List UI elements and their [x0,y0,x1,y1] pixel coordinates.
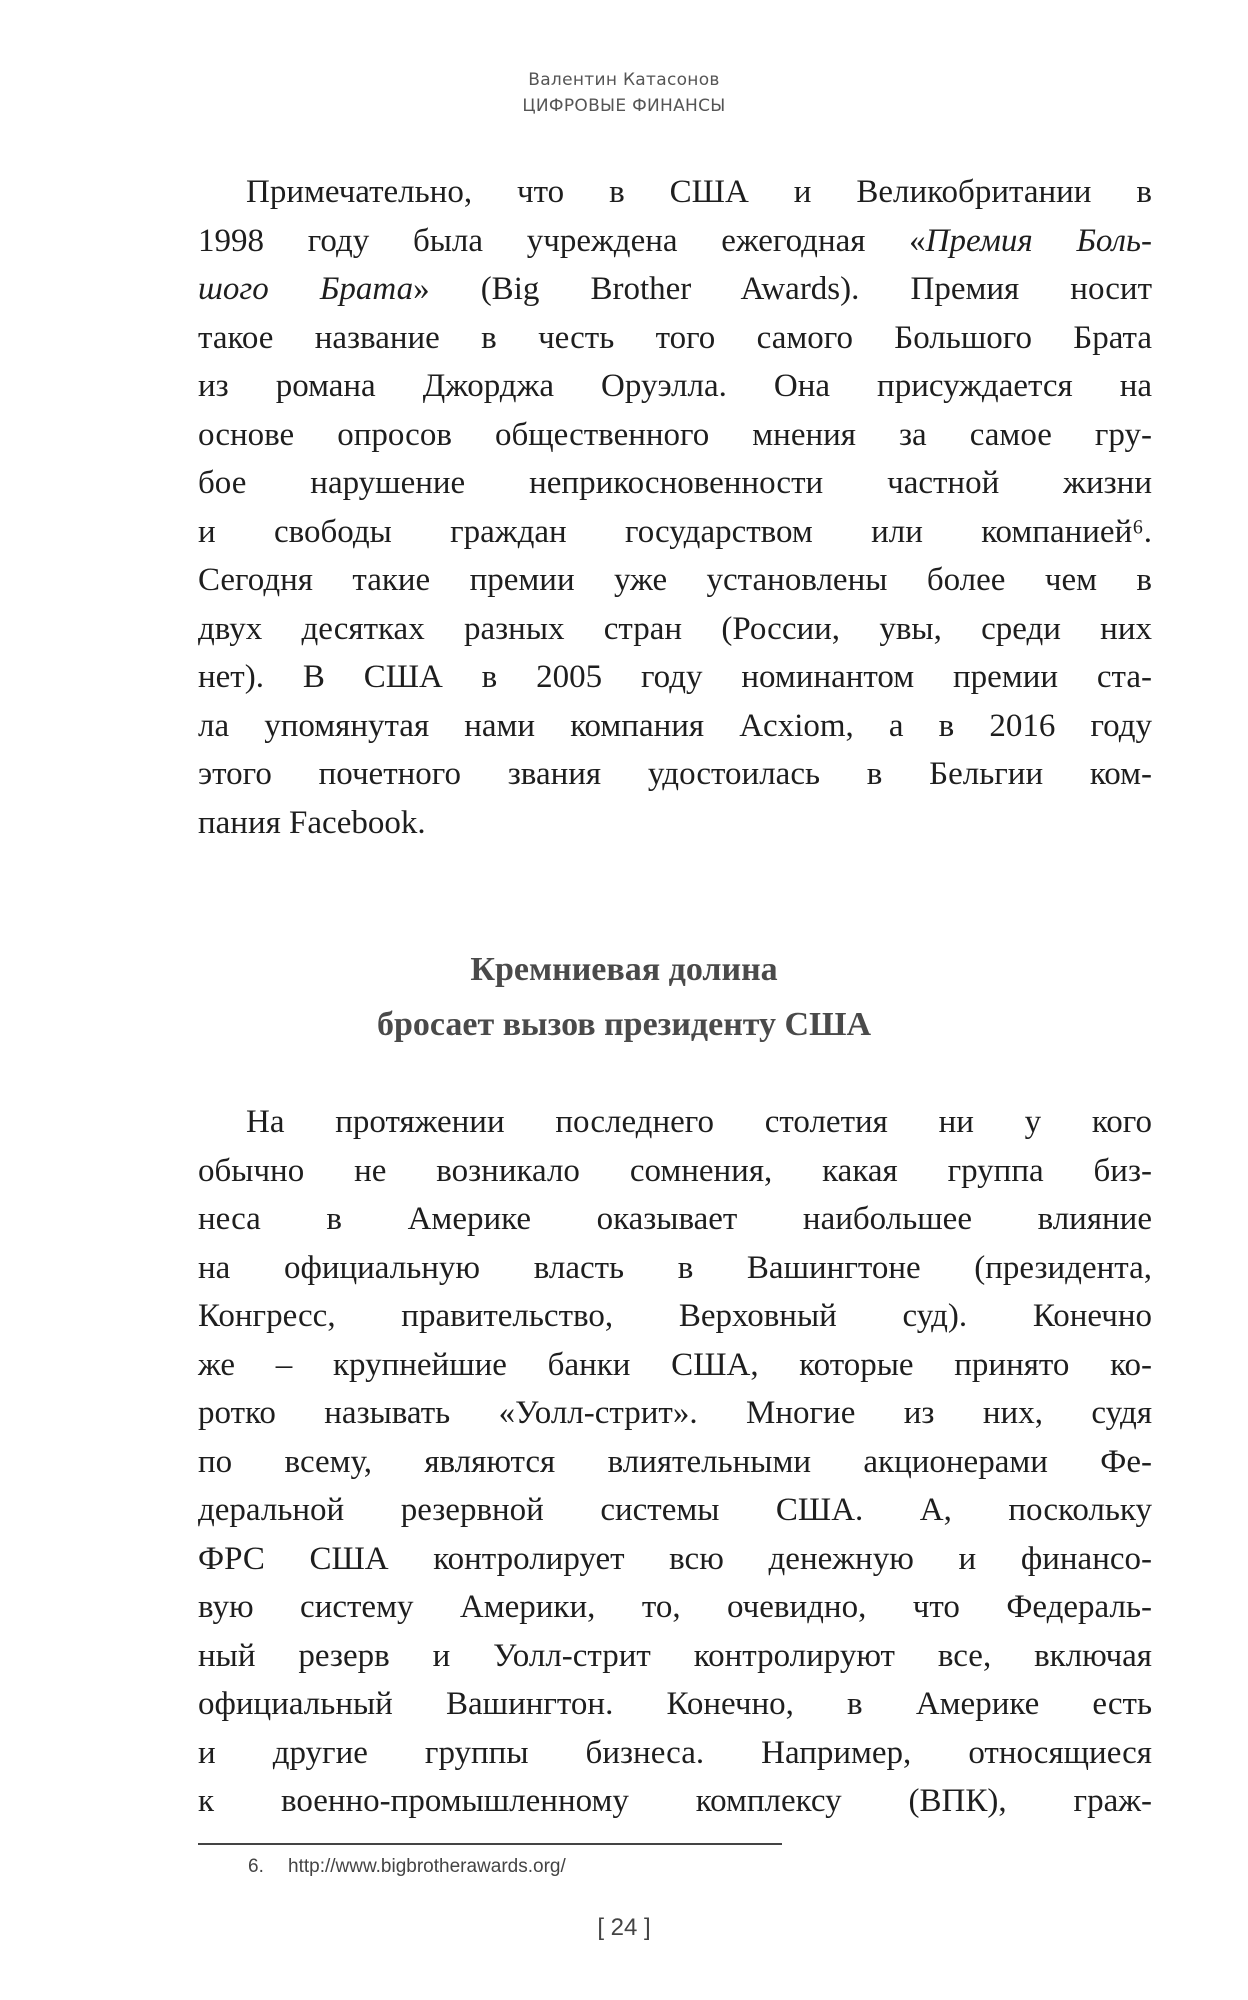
running-header-title: ЦИФРОВЫЕ ФИНАНСЫ [522,96,726,116]
text-line: вую систему Америки, то, очевидно, что Федераль- [198,1589,1152,1625]
italic-text: шого Брата [198,271,414,307]
text-segment: 1998 году была учреждена ежегодная « [198,222,926,259]
text-line [198,265,1152,314]
text-line: из романа Джорджа Оруэлла. Она присуждается на [198,368,1152,404]
text-line: ла упомянутая нами компания Acxiom, а в 2016 году [198,707,1152,744]
text-line: нет). В США в 2005 году номинантом премии ста- [198,659,1152,695]
text-line: на официальную власть в Вашингтоне (президента, [198,1249,1152,1286]
paragraph-1 [198,168,1152,847]
footnote-number: 6. [248,1856,264,1877]
text-line [198,217,1152,266]
text-line: и другие группы бизнеса. Например, относящиеся [198,1734,1152,1771]
footnote-divider [198,1843,782,1845]
text-line: деральной резервной системы США. А, поскольку [198,1492,1152,1528]
text-line: к военно-промышленному комплексу (ВПК), граж- [198,1783,1152,1819]
text-line: этого почетного звания удостоилась в Бельгии ком- [198,756,1152,792]
text-line: такое название в честь того самого Большого Брата [198,319,1152,356]
text-line: обычно не возникало сомнения, какая группа биз- [198,1152,1152,1189]
text-segment: » (Big Brother Awards). Премия носит [413,271,1152,307]
text-line: Сегодня такие премии уже установлены более чем в [198,562,1152,598]
footnote-link[interactable]: http://www.bigbrotherawards.org/ [288,1856,566,1877]
text-line: ный резерв и Уолл-стрит контролируют все, включая [198,1637,1152,1674]
section-heading-line-2: бросает вызов президенту США [376,1006,871,1043]
text-line: ротко называть «Уолл-стрит». Многие из них, судя [198,1395,1152,1431]
italic-text: Премия Боль- [925,222,1152,259]
text-line: бое нарушение неприкосновенности частной жизни [198,465,1152,501]
text-line: На протяжении последнего столетия ни у кого [246,1104,1152,1140]
running-header-author: Валентин Катасонов [528,70,720,90]
text-line: Конгресс, правительство, Верховный суд). Конечно [198,1298,1152,1334]
text-line: по всему, являются влиятельными акционерами Фе- [198,1443,1152,1480]
text-line: ФРС США контролирует всю денежную и финансо- [198,1540,1152,1577]
text-line: неса в Америке оказывает наибольшее влияние [198,1201,1152,1237]
text-line: двух десятках разных стран (России, увы, среди них [198,610,1152,647]
section-heading-line-1: Кремниевая долина [470,951,778,988]
text-line: пания Facebook. [198,804,426,841]
paragraph-2 [198,1098,1152,1826]
text-line: официальный Вашингтон. Конечно, в Америке есть [198,1686,1152,1722]
footnote [248,1856,566,1878]
text-line: Примечательно, что в США и Великобритании в [246,174,1152,210]
page-number: [ 24 ] [597,1914,651,1941]
text-line: же – крупнейшие банки США, которые принято ко- [198,1346,1152,1383]
text-line: основе опросов общественного мнения за самое гру- [198,416,1152,453]
text-line: и свободы граждан государством или компанией⁶. [198,513,1152,550]
